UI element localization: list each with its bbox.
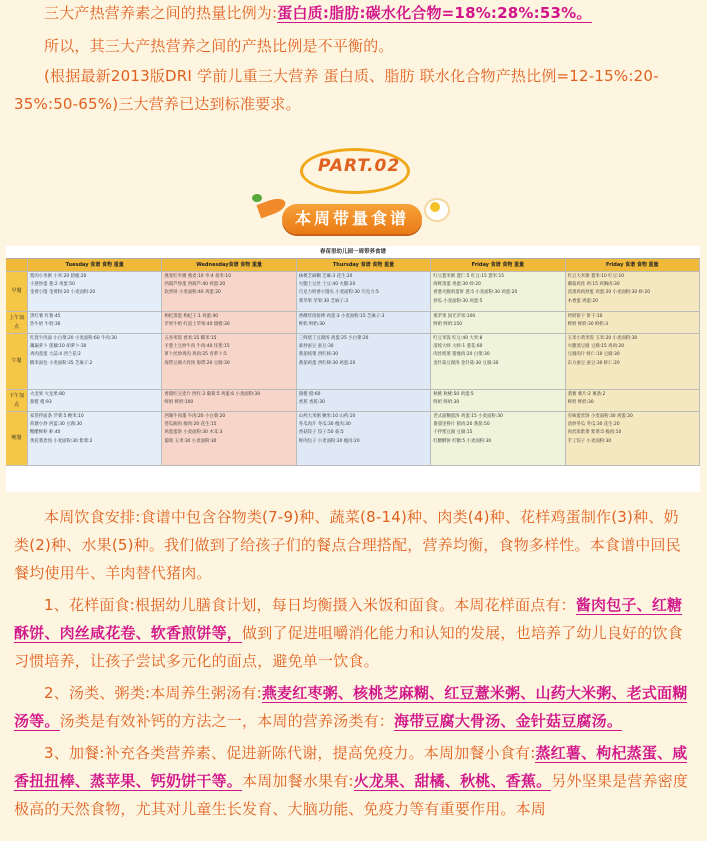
imbalance-paragraph	[0, 32, 707, 60]
ratio-text: 三大产热营养素之间的热量比例为:	[44, 4, 278, 22]
menu-dish: 鲜奶 鲜奶:30	[567, 400, 594, 406]
menu-cell	[162, 272, 296, 312]
menu-cell	[431, 412, 565, 466]
menu-dish: 番茄鸡蛋 西红柿:30 鸡蛋:20	[298, 360, 356, 366]
menu-cell	[162, 412, 296, 466]
menu-cell	[297, 334, 431, 390]
meal-label: 上午加点	[6, 312, 28, 334]
menu-dish: 香菇饺子 饺子:50 菇:5	[298, 430, 344, 436]
dri-paragraph	[0, 62, 707, 118]
highlight-text: 火龙果、甜橘、秋桃、香蕉。	[353, 772, 552, 790]
body-text: 1、花样面食:根据幼儿膳食计划，每日均衡摄入米饭和面食。本周花样面点有：	[44, 596, 576, 614]
menu-dish: 老式面糊蛋汤 鸡蛋:15 小麦面粉:30	[433, 414, 503, 419]
menu-dish: 金黄小馒 金黄粉:20 小麦面粉:20	[30, 290, 96, 296]
menu-dish: 藕遍萝卜 莲藕:10 胡萝卜:30	[30, 344, 87, 350]
day-header: Wednesday食谱 食物 重量	[162, 259, 296, 272]
menu-dish: 香酥炸扭扭棒 鸡蛋:3 小麦面粉:15 芝麻子:3	[298, 314, 385, 319]
menu-dish: 羊葱土豆炒牛肉 牛肉:40 洋葱:15	[164, 344, 230, 350]
menu-cell	[162, 390, 296, 412]
ratio-highlight: 蛋白质:脂肪:碳水化合物=18%:28%:53%。	[277, 4, 592, 22]
imbalance-text: 所以，其三大产热营养之间的产热比例是不平衡的。	[44, 37, 394, 55]
highlight-text: 燕麦红枣粥、核桃芝麻糊、红豆薏米粥、山药大米粥、老式面糊汤等。	[14, 684, 688, 730]
menu-dish: 钙奶饼干 饼干:10	[567, 314, 603, 319]
egg-yolk-icon	[430, 202, 440, 212]
menu-dish: 鸡肉蒸蛋 大蒜:4 西兰花:2	[30, 352, 81, 358]
menu-dish: 红豆米饭 红豆:40 大米:8	[433, 336, 483, 341]
menu-dish: 金针菇豆腐汤 金针菇:30 豆腐:30	[433, 360, 499, 366]
day-header: Thursday 食谱 食物 重量	[297, 259, 431, 272]
menu-cell	[431, 334, 565, 390]
snack-paragraph	[0, 739, 707, 823]
menu-dish: 香甜红豆麦片 西红:3 葡萄:5 鸡蛋:6 小麦面粉:30	[164, 392, 261, 397]
menu-dish: 甜橙 橙:93	[30, 400, 52, 406]
menu-cell	[297, 312, 431, 334]
weekly-menu-table	[6, 246, 700, 492]
body-text: 另外坚果是营养密度极高的天然食物，尤其对儿童生长发育、大脑功能、免疫力等有重要作用。本周	[14, 772, 689, 818]
day-header: Friday 食谱 食物 重量	[566, 259, 700, 272]
menu-dish: 萝卜丝炒鸡肉 鸡肉:25 青萝卜:5	[164, 352, 227, 358]
body-text: 汤类是有效补钙的方法之一，本周的营养汤类有：	[59, 712, 395, 730]
carrot-leaf-icon	[252, 194, 262, 202]
menu-dish: 核桃芝麻糊 芝麻:3 花生:20	[298, 274, 353, 279]
diet-summary-paragraph	[0, 503, 707, 587]
menu-cell	[566, 272, 700, 312]
menu-dish: 香蕉 香蕉:30	[298, 400, 325, 406]
menu-dish: 燕麦红枣粥 燕麦:10 枣:4 豪米:10	[164, 274, 231, 279]
menu-dish: 肉丝炖菜 猪瘦肉:20 白菜:30	[433, 352, 490, 358]
menu-dish: 素炒蚕豆 蚕豆:30	[298, 344, 334, 350]
menu-dish: 豆腐肉片 虾仁:10 豆腐:30	[567, 352, 620, 358]
menu-cell	[297, 412, 431, 466]
menu-dish: 鲜奶 鲜奶:30 鲜奶:3	[567, 322, 609, 328]
menu-dish: 鲜奶 鲜奶:30	[298, 322, 325, 328]
menu-dish: 鲜奶 鲜奶:150	[433, 322, 463, 328]
body-text: 做到了促进咀嚼消化能力和认知的发展，也培养了幼儿良好的饮食习惯培养，让孩子尝试多元化的面点，避免单一饮食。	[14, 624, 683, 670]
pasta-paragraph	[0, 591, 707, 675]
menu-dish: 鸡蛋蛋饼 小麦面粉:30 木耳:3	[164, 430, 223, 436]
menu-dish: 软香饼 小麦面粉:40 鸡蛋:20	[164, 290, 221, 296]
menu-dish: 干拌寒豆腐 豆腐:15	[433, 430, 473, 436]
menu-dish: 红豆薏米粥 薏仁:5 红豆:15 薏米:15	[433, 274, 505, 279]
menu-dish: 巧克力奶香小馒头 小麦面粉:30 巧克力:5	[298, 290, 379, 296]
menu-dish: 鲜肉包子 小麦面粉:30 瘦肉:20	[298, 438, 360, 444]
body-text: 3、加餐:补充各类营养素、促进新陈代谢，提高免疫力。本周加餐小食有:	[44, 744, 536, 762]
menu-grid	[6, 258, 700, 466]
menu-dish: 枸杞蒸蛋 枸杞子:1 鸡蛋:40	[164, 314, 219, 319]
menu-cell	[566, 390, 700, 412]
menu-dish: 番茄炖菜 西红柿:30	[298, 352, 338, 358]
menu-dish: 冬瓜肉片 冬瓜:30 瘦肉:30	[298, 422, 351, 428]
highlight-text: 酱肉包子、红糖酥饼、肉丝咸花卷、软香煎饼等，	[14, 596, 683, 642]
menu-cell	[566, 312, 700, 334]
menu-dish: 苹果牛奶 红富士苹果:40 甜橙:30	[164, 322, 230, 328]
menu-dish: 西湖牛肉羹 牛肉:20 小白菜:20	[164, 414, 226, 419]
menu-dish: 玉米小黄米饭 玉米:20 小麦面粉:30	[567, 336, 638, 341]
intro-text	[0, 0, 707, 118]
body-text: 本周加餐水果有:	[242, 772, 354, 790]
menu-dish: 糯米面包 小麦面粉:35 芝麻子:2	[30, 360, 93, 366]
menu-dish: 清炒冬瓜 冬瓜:30 花生:20	[567, 422, 620, 428]
menu-dish: 酱肉小米粥 小米:20 猪瘦:20	[30, 274, 87, 279]
menu-cell	[566, 412, 700, 466]
menu-dish: 苍瓜焖肉 瘦肉:20 花生:15	[164, 422, 217, 428]
menu-cell	[28, 312, 162, 334]
menu-dish: 小葱炒蛋 葱:2 鸡蛋:50	[30, 282, 75, 288]
menu-dish: 有味蛋丝饼 小麦面粉:30 鸡蛋:20	[567, 414, 633, 419]
soup-paragraph	[0, 679, 707, 735]
menu-dish: 燕苹果 国光苹果:100	[433, 314, 476, 319]
menu-dish: 红豆大米粥 薏米:10 红豆:10	[567, 274, 625, 279]
menu-dish: 香葱火腿鸡蛋饼 葱:5 小麦面粉:30 鸡蛋:20	[433, 290, 518, 296]
menu-dish: 黄花菜煮汤 小麦面粉:30 紫菜:2	[30, 438, 93, 444]
menu-dish: 西葫芦炒蛋 西葫芦:40 鸡蛋:20	[164, 282, 226, 288]
menu-dish: 葡萄 玉米:30 小麦面粉:30	[164, 438, 217, 444]
menu-dish: 红烧牛肉面 小白菜:20 小麦面粉:60 牛肉:30	[30, 336, 117, 341]
menu-dish: 火腿土豆丝 土豆:40 火腿:20	[298, 282, 356, 288]
menu-dish: 家常拌面条 芹菜:5 粳米:10	[30, 414, 84, 419]
menu-dish: 番茄里脊片 猪肉:20 番茄:50	[433, 422, 490, 428]
menu-dish: 火龙果 火龙果:80	[30, 392, 65, 397]
dri-text: (根据最新2013版DRI 学前儿重三大营养 蛋白质、脂肪 联水化合物产热比例=12-15%:20-35%:50-65%)三大营养已达到标准要求。	[14, 67, 659, 113]
menu-dish: 三鲜烧丁豆腐汤 鸡蛋:25 小白菜:20	[298, 336, 369, 341]
meal-label: 下午加点	[6, 390, 28, 412]
part-label: PART.02	[318, 156, 401, 176]
menu-cell	[162, 312, 296, 334]
menu-cell	[297, 390, 431, 412]
menu-dish: 蘑菇鸡丝 鸡:15 鸡胸肉:30	[567, 282, 620, 288]
menu-dish: 鲜奶 鲜奶:30	[433, 400, 460, 406]
menu-dish: 糖醋鲜虾 虾:40	[30, 430, 61, 436]
menu-dish: 红糖酥饼 红糖:5 小麦面粉:30	[433, 438, 492, 444]
menu-cell	[28, 334, 162, 390]
menu-dish: 海带豆腐大骨汤 海带:20 豆腐:30	[164, 360, 230, 366]
menu-cell	[431, 312, 565, 334]
ratio-paragraph	[0, 0, 707, 26]
menu-dish: 东方蚕豆 蚕豆:30 虾仁:20	[567, 360, 620, 366]
menu-dish: 鲜奶 鲜奶:100	[164, 400, 194, 406]
menu-cell	[28, 412, 162, 466]
menu-dish: 清蒸鸡肉炒蛋 鸡蛋:20 小麦面粉:30 虾:20	[567, 290, 651, 296]
highlight-text: 蒸红薯、枸杞蒸蛋、咸香扭扭棒、蒸苹果、钙奶饼干等。	[14, 744, 688, 790]
meal-label: 早餐	[6, 272, 28, 312]
menu-dish: 热牛奶 牛奶:30	[30, 322, 61, 328]
body-text: 本周饮食安排:食谱中包含谷物类(7-9)种、蔬菜(8-14)种、肉类(4)种、花样鸡蛋制作(3)种、奶类(2)种、水果(5)种。我们做到了给孩子们的餐点合理搭配，营养均衡，食物多样性。本食谱中回民餐均使用牛、羊肉替代猪肉。	[14, 508, 681, 582]
menu-dish: 菜苹果 苹果:30 芝麻子:3	[298, 298, 349, 304]
body-text: 2、汤类、粥类:本周养生粥汤有:	[44, 684, 262, 702]
menu-dish: 山药大米粥 粳米:10 山药:10	[298, 414, 356, 419]
menu-cell	[431, 272, 565, 312]
meal-label: 午餐	[6, 334, 28, 390]
day-header: Tuesday 食谱 食物 重量	[28, 259, 162, 272]
menu-cell	[28, 390, 162, 412]
menu-dish: 肉丝浓紫菜 紫菜:5 瘦肉:10	[567, 430, 622, 436]
menu-dish: 黑红薯 红薯:45	[30, 314, 61, 319]
menu-dish: 火腿蒸豆腐 豆腐:15 鸡肉:20	[567, 344, 625, 350]
section-banner: 本周带量食谱	[282, 204, 422, 234]
menu-dish: 炒瓜 小麦面粉:30 鸡蛋:5	[433, 298, 483, 304]
menu-title: 春苗里幼儿园一周带养食谱	[319, 249, 386, 255]
menu-dish: 秋桃 秋桃:50 鸡蛋:5	[433, 392, 474, 397]
section-header	[0, 144, 707, 244]
menu-cell	[297, 272, 431, 312]
menu-dish: 五谷米饭 香米:15 糯米:15	[164, 336, 217, 341]
menu-cell	[566, 334, 700, 390]
menu-dish: 海鲜蒸蛋 鸡蛋:30 虾:20	[433, 282, 481, 288]
menu-dish: 甜橙 橙:60	[298, 392, 321, 397]
menu-dish: 手工饺子 小麦面粉:30	[567, 438, 612, 444]
menu-cell	[28, 272, 162, 312]
menu-cell	[431, 390, 565, 412]
day-header: Friday 食谱 食物 重量	[431, 259, 565, 272]
corner-cell	[6, 259, 28, 272]
menu-dish: 木香蛋 鸡蛋:20	[567, 298, 599, 304]
menu-notes	[0, 503, 707, 823]
menu-dish: 蒸薯 薯片:2 薯条:2	[567, 392, 606, 397]
menu-dish: 荷塘小炒 西蓝:30 豆腐:30	[30, 422, 83, 428]
highlight-text: 海带豆腐大骨汤、金针菇豆腐汤。	[394, 712, 623, 730]
meal-label: 晚餐	[6, 412, 28, 466]
menu-cell	[162, 334, 296, 390]
menu-dish: 清炖大虾 大虾:1 葱花:60	[433, 344, 483, 350]
